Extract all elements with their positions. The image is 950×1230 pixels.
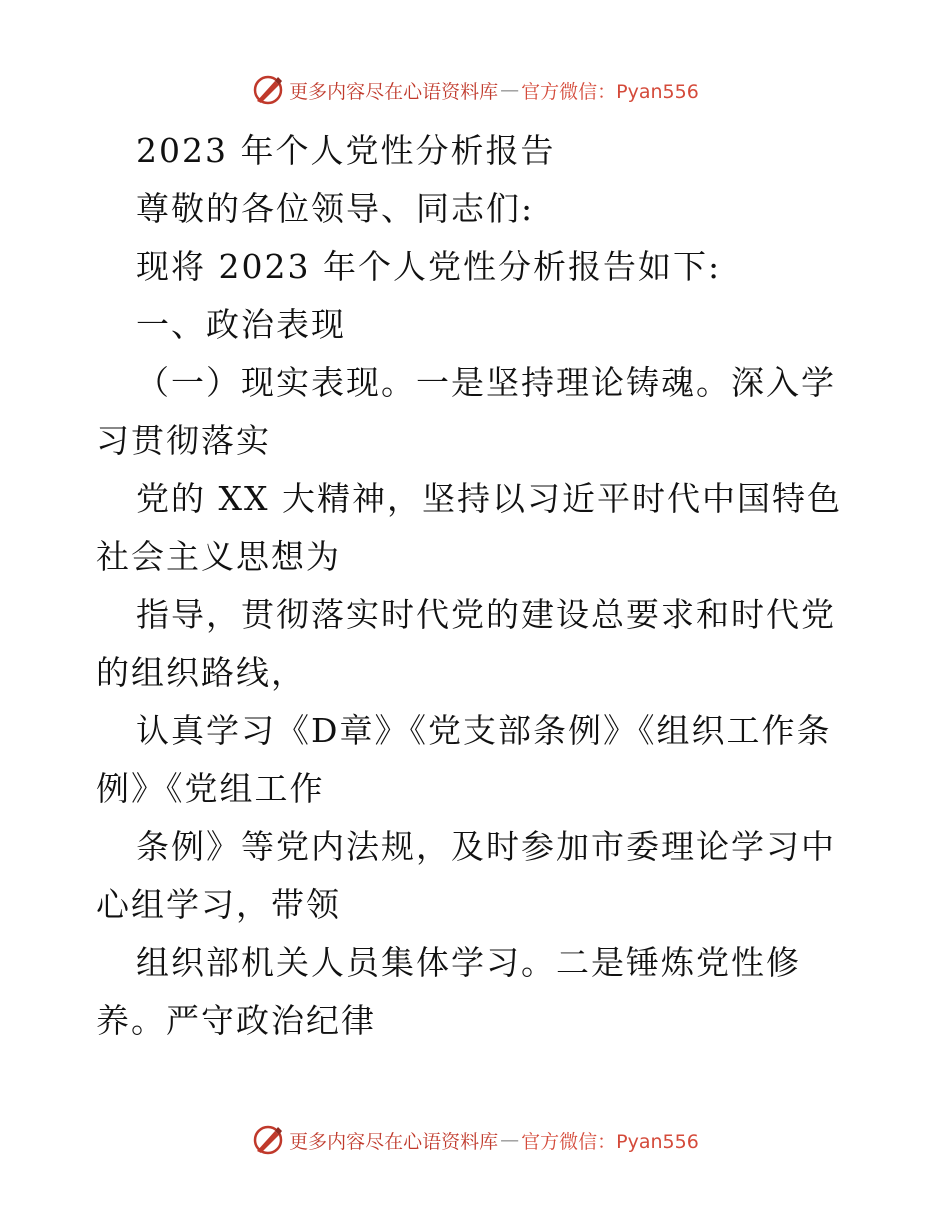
greeting: 尊敬的各位领导、同志们: (136, 189, 535, 228)
footer-watermark (0, 1120, 950, 1160)
document-title: 2023 年个人党性分析报告 (136, 131, 556, 170)
pen-logo-icon (251, 1123, 285, 1157)
watermark-text: 更多内容尽在心语资料库 (289, 1130, 499, 1153)
watermark-text: 更多内容尽在心语资料库 (289, 80, 499, 103)
section-heading-1: 一、政治表现 (136, 305, 346, 344)
body-paragraph: （一）现实表现。一是坚持理论铸魂。深入学习贯彻落实 (96, 363, 836, 460)
body-paragraph: 组织部机关人员集体学习。二是锤炼党性修养。严守政治纪律 (96, 943, 801, 1040)
body-paragraph: 条例》等党内法规，及时参加市委理论学习中心组学习，带领 (96, 827, 836, 924)
pen-logo-icon (251, 73, 285, 107)
body-paragraph: 指导，贯彻落实时代党的建设总要求和时代党的组织路线， (96, 595, 836, 692)
header-watermark (0, 70, 950, 110)
body-paragraph: 认真学习《D章》《党支部条例》《组织工作条例》《党组工作 (96, 711, 832, 808)
document-body (96, 122, 858, 1050)
watermark-separator: — (500, 79, 520, 101)
intro-line: 现将 2023 年个人党性分析报告如下: (136, 247, 722, 286)
watermark-wechat: 官方微信：Pyan556 (521, 1130, 699, 1153)
watermark-wechat: 官方微信：Pyan556 (521, 80, 699, 103)
body-paragraph: 党的 XX 大精神，坚持以习近平时代中国特色社会主义思想为 (96, 479, 842, 576)
watermark-separator: — (500, 1129, 520, 1151)
